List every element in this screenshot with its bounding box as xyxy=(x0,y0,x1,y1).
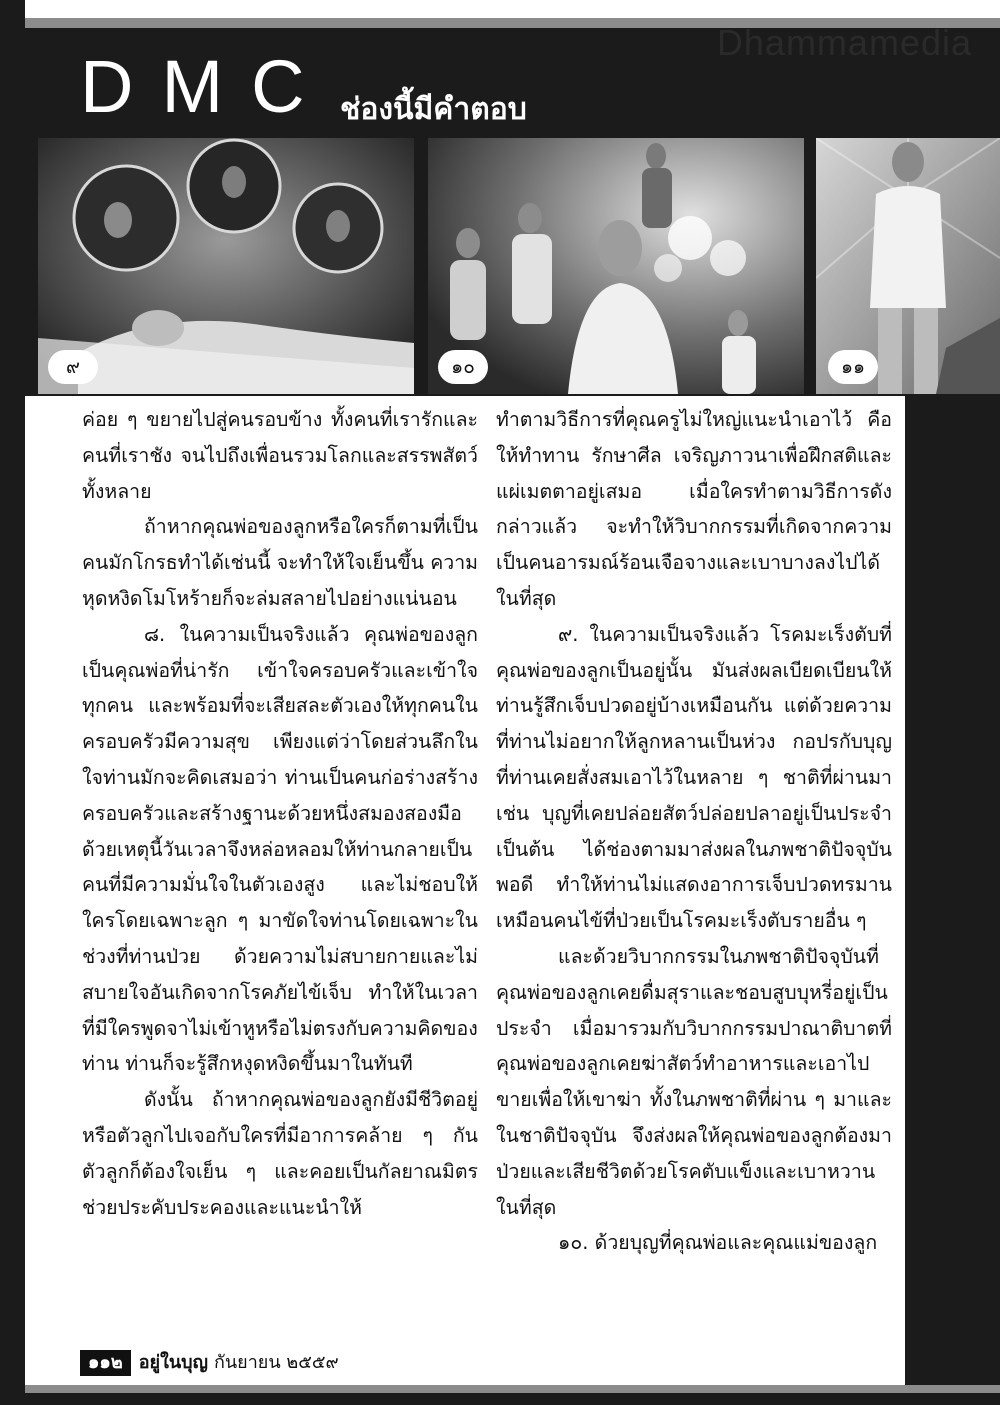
left-text-column xyxy=(82,402,478,1225)
magazine-name: อยู่ในบุญ xyxy=(138,1352,208,1373)
section-title: ช่องนี้มีคำตอบ xyxy=(340,92,527,127)
bottom-grey-line xyxy=(25,1385,1000,1393)
paragraph: ๑๐. ด้วยบุญที่คุณพ่อและคุณแม่ของลูก xyxy=(558,1231,878,1255)
paragraph: ทำตามวิธีการที่คุณครูไม่ใหญ่แนะนำเอาไว้ คือ ให้ทำทาน รักษาศีล เจริญภาวนาเพื่อฝึกสติและแผ่เมตตาอยู่เสมอ เมื่อใครทำตามวิธีการดังกล่าวแล้ว จะทำให้วิบากกรรมที่เกิดจากความเป็นคนอารมณ์ร้อนเจือจางและเบาบางลงไปได้ในที่สุด xyxy=(496,408,892,610)
right-text-column xyxy=(496,402,892,1261)
paragraph: ถ้าหากคุณพ่อของลูกหรือใครก็ตามที่เป็นคนมักโกรธทำได้เช่นนี้ จะทำให้ใจเย็นขึ้น ความหุดหงิดโมโหร้ายก็จะล่มสลายไปอย่างแน่นอน xyxy=(82,515,478,610)
paragraph: ดังนั้น ถ้าหากคุณพ่อของลูกยังมีชีวิตอยู่ หรือตัวลูกไปเจอกับใครที่มีอาการคล้าย ๆ กัน ตัวลูกก็ต้องใจเย็น ๆ และคอยเป็นกัลยาณมิตรช่วยประคับประคองและแนะนำให้ xyxy=(82,1088,478,1219)
page-footer xyxy=(80,1350,339,1376)
right-border-bar xyxy=(905,396,1000,1405)
paragraph: ๙. ในความเป็นจริงแล้ว โรคมะเร็งตับที่คุณพ่อของลูกเป็นอยู่นั้น มันส่งผลเบียดเบียนให้ท่านรู้สึกเจ็บปวดอยู่บ้างเหมือนกัน แต่ด้วยความที่ท่านไม่อยากให้ลูกหลานเป็นห่วง กอปรกับบุญที่ท่านเคยสั่งสมเอาไว้ในหลาย ๆ ชาติที่ผ่านมา เช่น บุญที่เคยปล่อยสัตว์ปล่อยปลาอยู่เป็นประจำ เป็นต้น ได้ช่องตามมาส่งผลในภพชาติปัจจุบันพอดี ทำให้ท่านไม่แสดงอาการเจ็บปวดทรมานเหมือนคนไข้ที่ป่วยเป็นโรคมะเร็งตับรายอื่น ๆ xyxy=(496,622,892,933)
paragraph: ๘. ในความเป็นจริงแล้ว คุณพ่อของลูกเป็นคุณพ่อที่น่ารัก เข้าใจครอบครัวและเข้าใจทุกคน และพร้อมที่จะเสียสละตัวเองให้ทุกคนในครอบครัวมีความสุข เพียงแต่ว่าโดยส่วนลึกในใจท่านมักจะคิดเสมอว่า ท่านเป็นคนก่อร่างสร้างครอบครัวและสร้างฐานะด้วยหนึ่งสมองสองมือ ด้วยเหตุนี้วันเวลาจึงหล่อหลอมให้ท่านกลายเป็นคนที่มีความมั่นใจในตัวเองสูง และไม่ชอบให้ใครโดยเฉพาะลูก ๆ มาขัดใจท่านโดยเฉพาะในช่วงที่ท่านป่วย ด้วยความไม่สบายกายและไม่สบายใจอันเกิดจากโรคภัยไข้เจ็บ ทำให้ในเวลาที่มีใครพูดจาไม่เข้าหูหรือไม่ตรงกับความคิดของท่าน ท่านก็จะรู้สึกหงุดหงิดขึ้นมาในทันที xyxy=(82,622,478,1076)
paragraph: และด้วยวิบากกรรมในภพชาติปัจจุบันที่คุณพ่อของลูกเคยดื่มสุราและชอบสูบบุหรี่อยู่เป็นประจำ เมื่อมารวมกับวิบากกรรมปาณาติบาตที่คุณพ่อของลูกเคยฆ่าสัตว์ทำอาหารและเอาไปขายเพื่อให้เขาฆ่า ทั้งในภพชาติที่ผ่าน ๆ มาและในชาติปัจจุบัน จึงส่งผลให้คุณพ่อของลูกต้องมาป่วยและเสียชีวิตด้วยโรคตับแข็งและเบาหวานในที่สุด xyxy=(496,944,892,1219)
issue-date: กันยายน ๒๕๕๙ xyxy=(213,1352,339,1373)
paragraph: ค่อย ๆ ขยายไปสู่คนรอบข้าง ทั้งคนที่เรารักและคนที่เราชัง จนไปถึงเพื่อนรวมโลกและสรรพสัตว์ทั้งหลาย xyxy=(82,408,478,503)
illustration-number-9: ๙ xyxy=(48,350,98,384)
dmc-logo: DMC xyxy=(80,45,333,128)
watermark: Dhammamedia xyxy=(716,22,972,63)
illustration-number-10: ๑๐ xyxy=(438,350,488,384)
bottom-dark-line xyxy=(25,1393,1000,1405)
page-number: ๑๑๒ xyxy=(80,1350,131,1376)
left-border-bar xyxy=(0,0,25,1405)
illustration-number-11: ๑๑ xyxy=(828,350,878,384)
